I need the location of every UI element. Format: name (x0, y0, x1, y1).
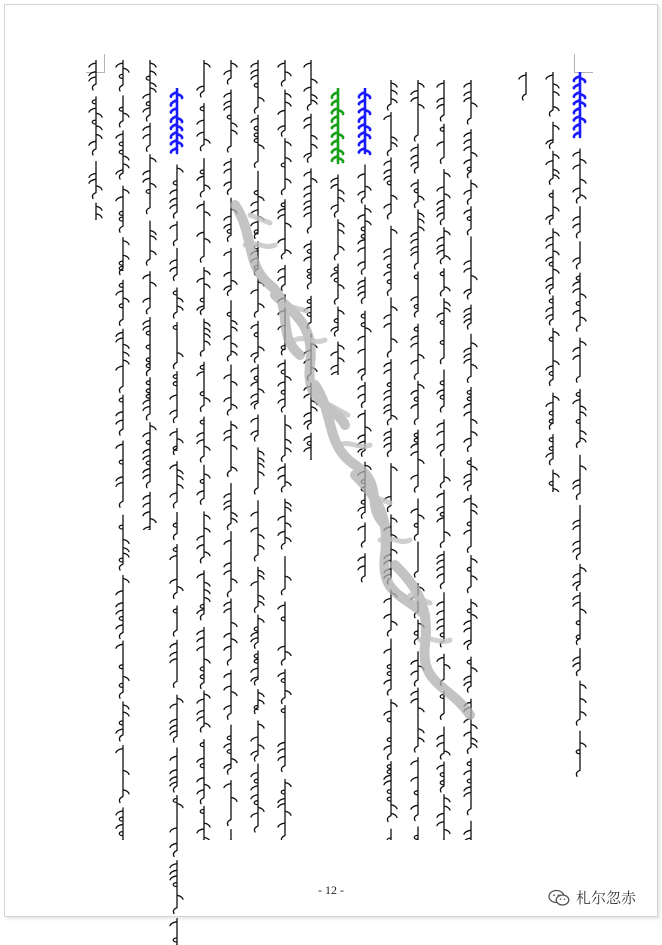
script-word (411, 272, 418, 317)
script-word (251, 171, 264, 238)
script-word (414, 620, 424, 644)
script-word (251, 242, 258, 275)
script-word (384, 762, 397, 822)
script-word (414, 827, 418, 840)
script-word (440, 459, 450, 488)
script-word (464, 599, 477, 649)
script-word (437, 654, 450, 685)
script-word (573, 242, 580, 269)
script-word (464, 821, 471, 840)
script-word (92, 203, 102, 220)
script-word (119, 515, 129, 570)
script-word (224, 90, 237, 152)
script-word (437, 170, 450, 225)
script-word (278, 90, 291, 136)
script-word (437, 762, 444, 792)
script-word (143, 272, 156, 314)
script-word (411, 499, 424, 540)
script-word (197, 201, 210, 262)
script-word (146, 221, 156, 265)
script-word (437, 593, 444, 647)
text-column (164, 88, 190, 945)
text-column (298, 60, 324, 460)
script-word (224, 599, 237, 665)
script-word (251, 764, 264, 832)
script-word (116, 808, 123, 840)
script-word (170, 222, 177, 246)
script-word (251, 115, 264, 167)
script-word (89, 97, 102, 155)
script-word (278, 295, 285, 355)
script-word (411, 652, 424, 686)
script-word (281, 557, 291, 595)
script-word (173, 513, 177, 540)
script-word (464, 237, 477, 299)
script-word (143, 318, 150, 376)
script-word (546, 393, 559, 429)
script-word (278, 60, 291, 86)
script-word (464, 130, 477, 178)
script-word (143, 123, 150, 151)
script-word (200, 319, 210, 356)
script-word (197, 60, 210, 97)
script-word (304, 241, 311, 289)
script-word (197, 104, 210, 151)
script-word (519, 72, 526, 100)
script-word (278, 706, 285, 772)
script-word (119, 238, 129, 275)
wechat-watermark (548, 887, 636, 908)
script-word (384, 428, 391, 456)
script-word (278, 780, 291, 841)
column-heading (574, 72, 585, 137)
script-word (116, 186, 129, 232)
script-word (437, 490, 450, 547)
text-column (83, 60, 109, 220)
script-word (440, 692, 444, 720)
text-column (245, 60, 271, 840)
script-word (116, 441, 123, 507)
script-word (170, 372, 177, 423)
text-column (431, 80, 457, 840)
script-word (224, 532, 237, 597)
script-word (331, 264, 344, 304)
text-column (272, 60, 298, 840)
script-word (251, 651, 258, 685)
page-number: - 12 - (318, 883, 344, 897)
script-word (116, 576, 129, 639)
text-column (540, 72, 566, 492)
column-heading (332, 88, 343, 163)
script-word (573, 389, 586, 447)
script-word (224, 198, 237, 241)
text-column (405, 80, 431, 840)
script-word (227, 830, 231, 840)
script-word (304, 383, 317, 429)
wechat-account-name: 札尔忽赤 (576, 889, 637, 907)
script-word (437, 727, 450, 759)
script-word (384, 700, 397, 760)
script-word (251, 415, 258, 441)
script-word (251, 60, 264, 113)
script-word (331, 307, 344, 336)
script-word (573, 564, 586, 590)
script-word (384, 464, 397, 512)
script-word (170, 748, 177, 792)
script-word (358, 382, 365, 407)
script-word (170, 462, 183, 508)
text-column (110, 60, 136, 840)
script-word (464, 495, 477, 552)
script-word (546, 229, 559, 294)
script-word (224, 421, 237, 476)
script-word (576, 731, 586, 776)
script-word (467, 556, 477, 593)
script-word (576, 681, 586, 725)
script-word (143, 155, 156, 214)
text-column (218, 60, 244, 840)
script-word (116, 702, 129, 741)
script-word (278, 200, 291, 259)
script-word (358, 205, 371, 274)
script-word (119, 96, 129, 127)
script-word (546, 328, 559, 385)
script-word (197, 806, 210, 840)
script-word (358, 410, 371, 456)
script-word (143, 60, 156, 121)
script-word (387, 829, 391, 840)
script-word (116, 746, 129, 803)
script-word (173, 606, 177, 636)
script-word (197, 417, 210, 462)
script-word (254, 690, 264, 714)
script-word (411, 144, 418, 173)
script-word (170, 429, 183, 455)
script-word (464, 305, 471, 329)
script-word (304, 334, 317, 380)
script-word (251, 615, 264, 648)
script-word (278, 499, 291, 549)
script-word (197, 691, 210, 732)
script-word (411, 430, 424, 492)
text-column (191, 60, 217, 840)
script-word (464, 699, 477, 753)
script-word (197, 628, 210, 689)
script-word (358, 523, 365, 547)
script-word (251, 721, 264, 761)
script-word (197, 268, 210, 315)
script-word (464, 657, 477, 692)
script-word (281, 139, 291, 195)
script-word (411, 688, 424, 752)
script-word (170, 248, 177, 280)
script-word (170, 695, 183, 742)
script-word (224, 365, 237, 415)
script-word (573, 207, 580, 238)
script-word (224, 301, 237, 361)
script-word (224, 484, 237, 530)
script-word (384, 515, 397, 584)
script-word (546, 122, 559, 148)
script-word (173, 323, 183, 369)
script-word (464, 80, 477, 124)
script-word (573, 273, 586, 331)
script-word (411, 210, 424, 269)
script-word (116, 395, 123, 435)
script-word (278, 602, 291, 665)
text-column (378, 80, 404, 840)
script-word (278, 360, 291, 412)
text-column (325, 88, 351, 375)
script-word (224, 249, 237, 296)
script-word (437, 420, 444, 456)
script-word (464, 759, 471, 815)
script-word (89, 162, 102, 199)
script-word (411, 180, 424, 208)
text-column (567, 72, 593, 789)
script-word (304, 114, 317, 162)
script-word (437, 124, 444, 163)
script-word (197, 362, 210, 411)
script-word (197, 740, 210, 804)
text-column (352, 88, 378, 595)
script-word (411, 381, 424, 424)
text-column (137, 60, 163, 530)
script-word (546, 296, 553, 325)
script-word (278, 464, 291, 492)
script-word (437, 80, 444, 121)
script-word (251, 279, 264, 317)
script-word (116, 60, 129, 91)
script-word (573, 506, 580, 560)
script-word (437, 551, 444, 588)
script-word (384, 639, 391, 695)
script-word (549, 470, 559, 492)
script-word (304, 296, 311, 328)
script-word (411, 80, 424, 141)
script-word (573, 649, 580, 676)
script-word (304, 60, 317, 110)
script-word (464, 387, 477, 451)
script-word (358, 462, 371, 518)
script-word (251, 567, 264, 612)
script-word (304, 433, 311, 460)
script-word (143, 378, 150, 420)
script-word (437, 370, 444, 412)
script-word (143, 492, 156, 530)
script-word (411, 584, 424, 618)
script-word (251, 321, 264, 362)
script-word (573, 149, 586, 203)
script-word (411, 758, 418, 821)
script-word (251, 365, 264, 409)
script-word (224, 60, 237, 84)
script-word (224, 781, 237, 826)
script-word (281, 415, 291, 461)
script-word (387, 80, 397, 110)
script-word (334, 220, 344, 260)
script-word (170, 796, 183, 857)
script-word (251, 501, 264, 561)
script-word (358, 554, 365, 582)
script-word (358, 311, 371, 380)
script-word (278, 670, 291, 704)
script-word (384, 590, 397, 636)
script-word (464, 180, 477, 204)
script-word (546, 151, 559, 184)
script-word (116, 280, 129, 325)
script-word (573, 593, 586, 645)
script-word (440, 269, 450, 296)
script-word (170, 640, 177, 687)
script-word (437, 228, 450, 264)
script-word (546, 72, 559, 116)
script-word (546, 190, 559, 224)
script-word (464, 334, 477, 382)
script-word (116, 641, 129, 698)
script-word (170, 919, 177, 945)
crop-mark-top-right (574, 54, 593, 73)
script-word (224, 159, 231, 195)
script-word (143, 423, 156, 488)
script-word (546, 435, 553, 465)
script-word (358, 277, 365, 303)
script-word (437, 795, 450, 840)
script-word (437, 299, 450, 364)
script-word (197, 465, 210, 504)
script-word (89, 60, 96, 90)
column-heading (359, 88, 370, 154)
script-word (116, 131, 129, 179)
script-word (304, 169, 317, 233)
script-word (278, 265, 285, 290)
script-word (384, 113, 397, 156)
script-word (254, 448, 264, 494)
script-word (358, 165, 371, 203)
script-word (384, 226, 397, 295)
script-word (116, 329, 129, 392)
column-heading (171, 88, 182, 153)
text-column (513, 72, 539, 112)
script-word (414, 542, 418, 577)
script-word (411, 324, 424, 379)
script-word (331, 342, 344, 375)
script-word (384, 298, 397, 357)
script-word (573, 338, 586, 382)
script-word (464, 458, 477, 491)
text-column (458, 80, 484, 840)
script-word (224, 725, 237, 774)
script-word (170, 165, 183, 218)
script-word (224, 670, 237, 719)
script-word (384, 360, 397, 425)
script-word (197, 571, 210, 620)
script-word (173, 288, 183, 318)
wechat-icon (548, 889, 570, 907)
script-word (384, 158, 397, 219)
script-word (197, 159, 210, 197)
script-word (331, 175, 344, 217)
script-word (197, 512, 210, 563)
script-word (170, 545, 183, 599)
script-word (573, 455, 586, 499)
script-word (464, 207, 471, 235)
